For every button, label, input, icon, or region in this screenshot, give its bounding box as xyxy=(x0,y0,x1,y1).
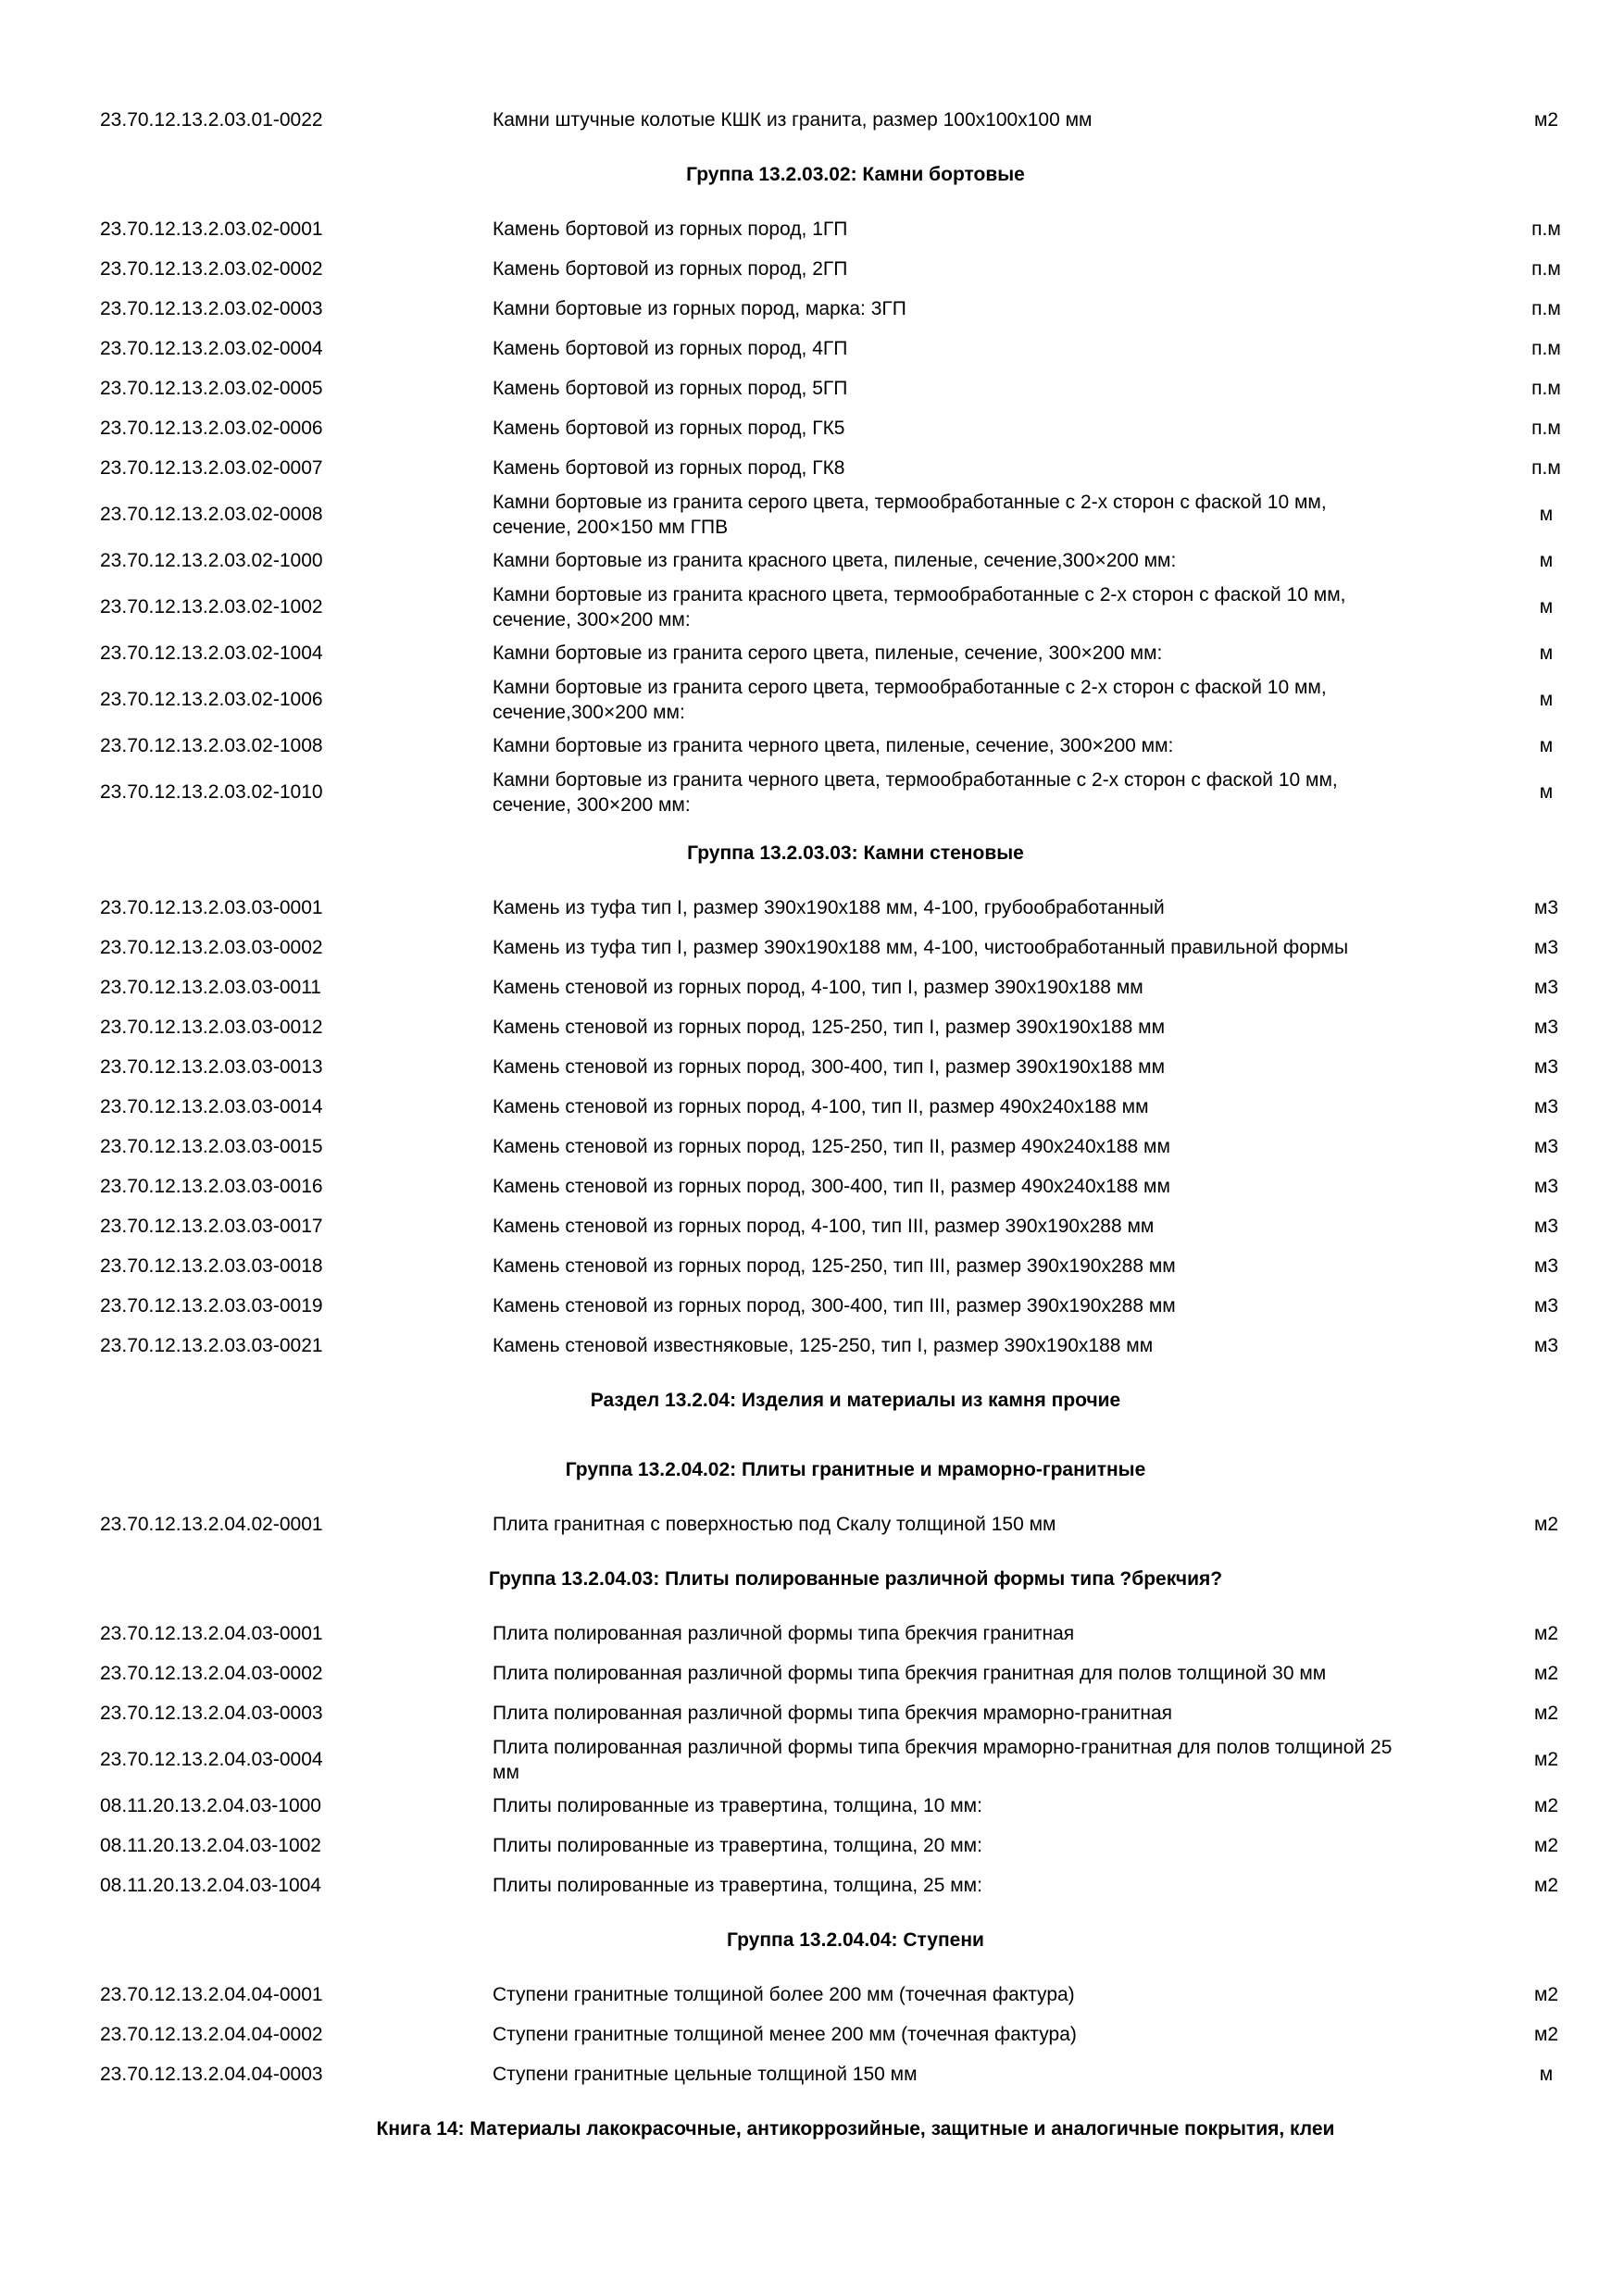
resource-name: Ступени гранитные толщиной менее 200 мм (точечная фактура) xyxy=(493,2024,1077,2045)
catalog-row xyxy=(100,928,1611,967)
catalog-row xyxy=(100,448,1611,488)
resource-code: 23.70.12.13.2.04.03-0003 xyxy=(100,1703,323,1724)
catalog-row xyxy=(100,1866,1611,1905)
resource-code: 23.70.12.13.2.04.04-0002 xyxy=(100,2024,323,2045)
unit-of-measure: м2 xyxy=(1533,1795,1559,1816)
resource-code: 08.11.20.13.2.04.03-1002 xyxy=(100,1835,321,1856)
catalog-row xyxy=(100,1693,1611,1733)
resource-code: 23.70.12.13.2.03.03-0011 xyxy=(100,977,321,998)
catalog-row xyxy=(100,1206,1611,1246)
catalog-row xyxy=(100,1246,1611,1286)
resource-code: 23.70.12.13.2.04.04-0003 xyxy=(100,2064,323,2085)
resource-code: 23.70.12.13.2.03.02-0005 xyxy=(100,378,323,399)
unit-of-measure: м3 xyxy=(1533,897,1559,918)
unit-of-measure: м3 xyxy=(1533,977,1559,998)
catalog-row xyxy=(100,1167,1611,1206)
unit-of-measure: м3 xyxy=(1533,1255,1559,1277)
unit-of-measure: м xyxy=(1539,689,1554,710)
catalog-row xyxy=(100,580,1611,633)
resource-code: 23.70.12.13.2.04.04-0001 xyxy=(100,1984,323,2005)
catalog-row xyxy=(100,1087,1611,1127)
resource-name: Камень бортовой из горных пород, 2ГП xyxy=(493,258,848,280)
catalog-row xyxy=(100,1733,1611,1786)
book-heading: Книга 14: Материалы лакокрасочные, антикоррозийные, защитные и аналогичные покрытия, клеи xyxy=(376,2118,1335,2140)
unit-of-measure: п.м xyxy=(1531,298,1561,319)
resource-code: 23.70.12.13.2.04.02-0001 xyxy=(100,1514,323,1535)
resource-code: 23.70.12.13.2.03.02-1004 xyxy=(100,643,323,664)
resource-code: 23.70.12.13.2.03.02-1002 xyxy=(100,596,323,618)
catalog-row xyxy=(100,2054,1611,2094)
unit-of-measure: м xyxy=(1539,550,1554,571)
resource-code: 08.11.20.13.2.04.03-1000 xyxy=(100,1795,321,1816)
resource-name: Камни бортовые из гранита черного цвета, термообработанные с 2-х сторон с фаской 10 мм, сечение, 300×200 мм: xyxy=(493,768,1338,816)
unit-of-measure: м3 xyxy=(1533,1096,1559,1117)
unit-of-measure: м2 xyxy=(1533,1749,1559,1770)
resource-name: Камни бортовые из гранита серого цвета, термообработанные с 2-х сторон с фаской 10 мм, сечение, 200×150 мм ГПВ xyxy=(493,491,1327,538)
catalog-row xyxy=(100,1975,1611,2015)
unit-of-measure: м2 xyxy=(1533,1984,1559,2005)
unit-of-measure: п.м xyxy=(1531,457,1561,479)
resource-name: Камень стеновой из горных пород, 300-400, тип II, размер 490х240х188 мм xyxy=(493,1176,1170,1197)
resource-name: Камень стеновой известняковые, 125-250, тип I, размер 390х190х188 мм xyxy=(493,1335,1154,1356)
group-heading: Группа 13.2.04.03: Плиты полированные различной формы типа ?брекчия? xyxy=(488,1568,1223,1590)
resource-name: Ступени гранитные толщиной более 200 мм (точечная фактура) xyxy=(493,1984,1075,2005)
catalog-row xyxy=(100,249,1611,289)
resource-code: 23.70.12.13.2.03.02-0008 xyxy=(100,504,323,525)
resource-code: 23.70.12.13.2.03.03-0002 xyxy=(100,937,323,958)
resource-code: 23.70.12.13.2.03.03-0018 xyxy=(100,1255,323,1277)
catalog-row xyxy=(100,1007,1611,1047)
resource-name: Камень бортовой из горных пород, ГК5 xyxy=(493,418,845,439)
catalog-row xyxy=(100,1326,1611,1366)
catalog-row xyxy=(100,1286,1611,1326)
resource-name: Плита полированная различной формы типа брекчия гранитная xyxy=(493,1623,1075,1644)
resource-code: 08.11.20.13.2.04.03-1004 xyxy=(100,1875,321,1896)
resource-name: Плиты полированные из травертина, толщина, 25 мм: xyxy=(493,1875,982,1896)
resource-code: 23.70.12.13.2.03.03-0012 xyxy=(100,1017,323,1038)
catalog-row xyxy=(100,1786,1611,1826)
unit-of-measure: п.м xyxy=(1531,338,1561,359)
catalog-row xyxy=(100,633,1611,673)
catalog-row xyxy=(100,289,1611,329)
resource-name: Плита полированная различной формы типа брекчия мраморно-гранитная xyxy=(493,1703,1173,1724)
resource-name: Камень стеновой из горных пород, 125-250, тип III, размер 390х190х288 мм xyxy=(493,1255,1176,1277)
catalog-row xyxy=(100,541,1611,580)
group-heading: Группа 13.2.03.03: Камни стеновые xyxy=(687,842,1024,864)
resource-name: Плита гранитная с поверхностью под Скалу толщиной 150 мм xyxy=(493,1514,1056,1535)
resource-name: Камень из туфа тип I, размер 390х190х188 мм, 4-100, чистообработанный правильной формы xyxy=(493,937,1349,958)
resource-code: 23.70.12.13.2.03.02-1008 xyxy=(100,735,323,756)
resource-code: 23.70.12.13.2.04.03-0002 xyxy=(100,1663,323,1684)
resource-name: Камень из туфа тип I, размер 390х190х188 мм, 4-100, грубообработанный xyxy=(493,897,1165,918)
catalog-row xyxy=(100,1653,1611,1693)
unit-of-measure: м2 xyxy=(1533,1875,1559,1896)
catalog-row xyxy=(100,408,1611,448)
unit-of-measure: м2 xyxy=(1533,1703,1559,1724)
unit-of-measure: м xyxy=(1539,2064,1554,2085)
resource-name: Камень стеновой из горных пород, 125-250, тип I, размер 390х190х188 мм xyxy=(493,1017,1166,1038)
resource-name: Камень стеновой из горных пород, 300-400, тип III, размер 390х190х288 мм xyxy=(493,1295,1176,1316)
resource-name: Плиты полированные из травертина, толщина, 10 мм: xyxy=(493,1795,982,1816)
unit-of-measure: м3 xyxy=(1533,1295,1559,1316)
unit-of-measure: м2 xyxy=(1533,2024,1559,2045)
resource-name: Камни бортовые из горных пород, марка: 3ГП xyxy=(493,298,906,319)
unit-of-measure: м3 xyxy=(1533,1136,1559,1157)
catalog-row xyxy=(100,1504,1611,1544)
resource-code: 23.70.12.13.2.03.02-1000 xyxy=(100,550,323,571)
unit-of-measure: м xyxy=(1539,643,1554,664)
resource-name: Ступени гранитные цельные толщиной 150 мм xyxy=(493,2064,918,2085)
resource-code: 23.70.12.13.2.03.03-0015 xyxy=(100,1136,323,1157)
unit-of-measure: м3 xyxy=(1533,937,1559,958)
catalog-row xyxy=(100,488,1611,541)
resource-name: Камень стеновой из горных пород, 4-100, тип II, размер 490х240х188 мм xyxy=(493,1096,1149,1117)
unit-of-measure: п.м xyxy=(1531,258,1561,280)
resource-code: 23.70.12.13.2.03.03-0016 xyxy=(100,1176,323,1197)
catalog-row xyxy=(100,726,1611,766)
group-heading: Группа 13.2.04.04: Ступени xyxy=(727,1929,984,1951)
resource-code: 23.70.12.13.2.04.03-0004 xyxy=(100,1749,323,1770)
catalog-row xyxy=(100,1127,1611,1167)
resource-name: Плита полированная различной формы типа брекчия гранитная для полов толщиной 30 мм xyxy=(493,1663,1327,1684)
catalog-row xyxy=(100,329,1611,368)
resource-name: Камни бортовые из гранита серого цвета, пиленые, сечение, 300×200 мм: xyxy=(493,643,1163,664)
resource-code: 23.70.12.13.2.03.02-0004 xyxy=(100,338,323,359)
unit-of-measure: м2 xyxy=(1533,1623,1559,1644)
catalog-row xyxy=(100,1614,1611,1653)
catalog-row xyxy=(100,100,1611,140)
catalog-row xyxy=(100,209,1611,249)
section-heading: Раздел 13.2.04: Изделия и материалы из камня прочие xyxy=(590,1390,1121,1411)
resource-code: 23.70.12.13.2.03.02-0007 xyxy=(100,457,323,479)
unit-of-measure: м2 xyxy=(1533,109,1559,131)
resource-code: 23.70.12.13.2.03.02-1006 xyxy=(100,689,323,710)
catalog-row xyxy=(100,967,1611,1007)
unit-of-measure: п.м xyxy=(1531,378,1561,399)
unit-of-measure: м3 xyxy=(1533,1017,1559,1038)
catalog-row xyxy=(100,673,1611,726)
resource-name: Камни бортовые из гранита серого цвета, термообработанные с 2-х сторон с фаской 10 мм, сечение,300×200 мм: xyxy=(493,676,1327,723)
resource-name: Плиты полированные из травертина, толщина, 20 мм: xyxy=(493,1835,982,1856)
resource-name: Камень бортовой из горных пород, ГК8 xyxy=(493,457,845,479)
unit-of-measure: м3 xyxy=(1533,1176,1559,1197)
resource-name: Камень стеновой из горных пород, 300-400, тип I, размер 390х190х188 мм xyxy=(493,1056,1166,1078)
resource-name: Камень стеновой из горных пород, 4-100, тип I, размер 390х190х188 мм xyxy=(493,977,1143,998)
catalog-row xyxy=(100,766,1611,818)
resource-name: Камни бортовые из гранита красного цвета, пиленые, сечение,300×200 мм: xyxy=(493,550,1177,571)
resource-code: 23.70.12.13.2.03.02-0003 xyxy=(100,298,323,319)
unit-of-measure: м2 xyxy=(1533,1835,1559,1856)
resource-name: Камни бортовые из гранита красного цвета, термообработанные с 2-х сторон с фаской 10 мм, сечение, 300×200 мм: xyxy=(493,583,1346,630)
resource-name: Плита полированная различной формы типа брекчия мраморно-гранитная для полов толщиной 25 мм xyxy=(493,1736,1393,1783)
unit-of-measure: м xyxy=(1539,735,1554,756)
resource-code: 23.70.12.13.2.03.01-0022 xyxy=(100,109,323,131)
unit-of-measure: п.м xyxy=(1531,418,1561,439)
resource-name: Камни штучные колотые КШК из гранита, размер 100х100х100 мм xyxy=(493,109,1093,131)
catalog-row xyxy=(100,1826,1611,1866)
resource-name: Камень бортовой из горных пород, 5ГП xyxy=(493,378,848,399)
catalog-row xyxy=(100,2015,1611,2054)
resource-code: 23.70.12.13.2.03.03-0019 xyxy=(100,1295,323,1316)
unit-of-measure: п.м xyxy=(1531,218,1561,240)
resource-code: 23.70.12.13.2.03.03-0017 xyxy=(100,1216,323,1237)
resource-code: 23.70.12.13.2.03.02-1010 xyxy=(100,781,323,803)
unit-of-measure: м3 xyxy=(1533,1335,1559,1356)
resource-code: 23.70.12.13.2.04.03-0001 xyxy=(100,1623,323,1644)
resource-catalog-table xyxy=(100,100,1611,2164)
resource-code: 23.70.12.13.2.03.03-0021 xyxy=(100,1335,323,1356)
resource-name: Камень стеновой из горных пород, 4-100, тип III, размер 390х190х288 мм xyxy=(493,1216,1155,1237)
unit-of-measure: м3 xyxy=(1533,1216,1559,1237)
resource-code: 23.70.12.13.2.03.03-0013 xyxy=(100,1056,323,1078)
resource-name: Камни бортовые из гранита черного цвета, пиленые, сечение, 300×200 мм: xyxy=(493,735,1174,756)
resource-name: Камень бортовой из горных пород, 4ГП xyxy=(493,338,848,359)
resource-code: 23.70.12.13.2.03.02-0001 xyxy=(100,218,323,240)
unit-of-measure: м xyxy=(1539,596,1554,618)
catalog-row xyxy=(100,368,1611,408)
resource-name: Камень бортовой из горных пород, 1ГП xyxy=(493,218,848,240)
resource-code: 23.70.12.13.2.03.03-0014 xyxy=(100,1096,323,1117)
unit-of-measure: м2 xyxy=(1533,1663,1559,1684)
catalog-row xyxy=(100,1047,1611,1087)
resource-code: 23.70.12.13.2.03.02-0002 xyxy=(100,258,323,280)
unit-of-measure: м3 xyxy=(1533,1056,1559,1078)
group-heading: Группа 13.2.03.02: Камни бортовые xyxy=(686,164,1025,185)
resource-code: 23.70.12.13.2.03.03-0001 xyxy=(100,897,323,918)
unit-of-measure: м xyxy=(1539,781,1554,803)
unit-of-measure: м xyxy=(1539,504,1554,525)
catalog-row xyxy=(100,888,1611,928)
resource-code: 23.70.12.13.2.03.02-0006 xyxy=(100,418,323,439)
unit-of-measure: м2 xyxy=(1533,1514,1559,1535)
resource-name: Камень стеновой из горных пород, 125-250, тип II, размер 490х240х188 мм xyxy=(493,1136,1170,1157)
group-heading: Группа 13.2.04.02: Плиты гранитные и мраморно-гранитные xyxy=(565,1459,1146,1480)
